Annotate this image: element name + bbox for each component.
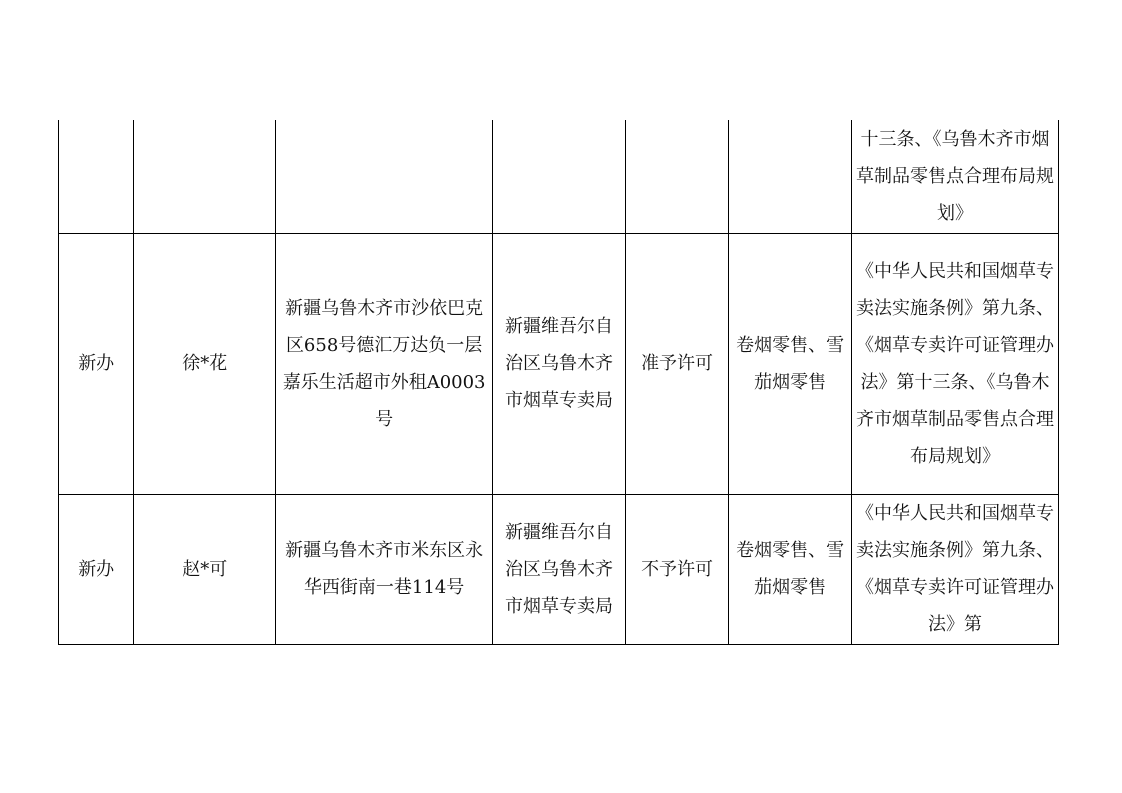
cell-scope: 卷烟零售、雪茄烟零售 (729, 494, 852, 644)
cell-type: 新办 (59, 233, 134, 494)
cell-scope: 卷烟零售、雪茄烟零售 (729, 233, 852, 494)
table-row (59, 233, 1059, 494)
cell-basis: 《中华人民共和国烟草专卖法实施条例》第九条、《烟草专卖许可证管理办法》第十三条、《乌鲁木齐市烟草制品零售点合理布局规划》 (851, 233, 1058, 494)
license-table (58, 120, 1059, 645)
cell-type (59, 120, 134, 233)
cell-name: 赵*可 (134, 494, 276, 644)
cell-authority: 新疆维吾尔自治区乌鲁木齐市烟草专卖局 (493, 494, 626, 644)
cell-type: 新办 (59, 494, 134, 644)
cell-name (134, 120, 276, 233)
cell-authority (493, 120, 626, 233)
cell-authority: 新疆维吾尔自治区乌鲁木齐市烟草专卖局 (493, 233, 626, 494)
cell-decision: 不予许可 (625, 494, 729, 644)
table-row (59, 120, 1059, 233)
cell-basis: 《中华人民共和国烟草专卖法实施条例》第九条、《烟草专卖许可证管理办法》第 (851, 494, 1058, 644)
cell-address: 新疆乌鲁木齐市米东区永华西街南一巷114号 (276, 494, 493, 644)
cell-name: 徐*花 (134, 233, 276, 494)
cell-scope (729, 120, 852, 233)
cell-decision: 准予许可 (625, 233, 729, 494)
cell-address (276, 120, 493, 233)
cell-basis: 十三条、《乌鲁木齐市烟草制品零售点合理布局规划》 (851, 120, 1058, 233)
table-row (59, 494, 1059, 644)
cell-address: 新疆乌鲁木齐市沙依巴克区658号德汇万达负一层嘉乐生活超市外租A0003号 (276, 233, 493, 494)
cell-decision (625, 120, 729, 233)
